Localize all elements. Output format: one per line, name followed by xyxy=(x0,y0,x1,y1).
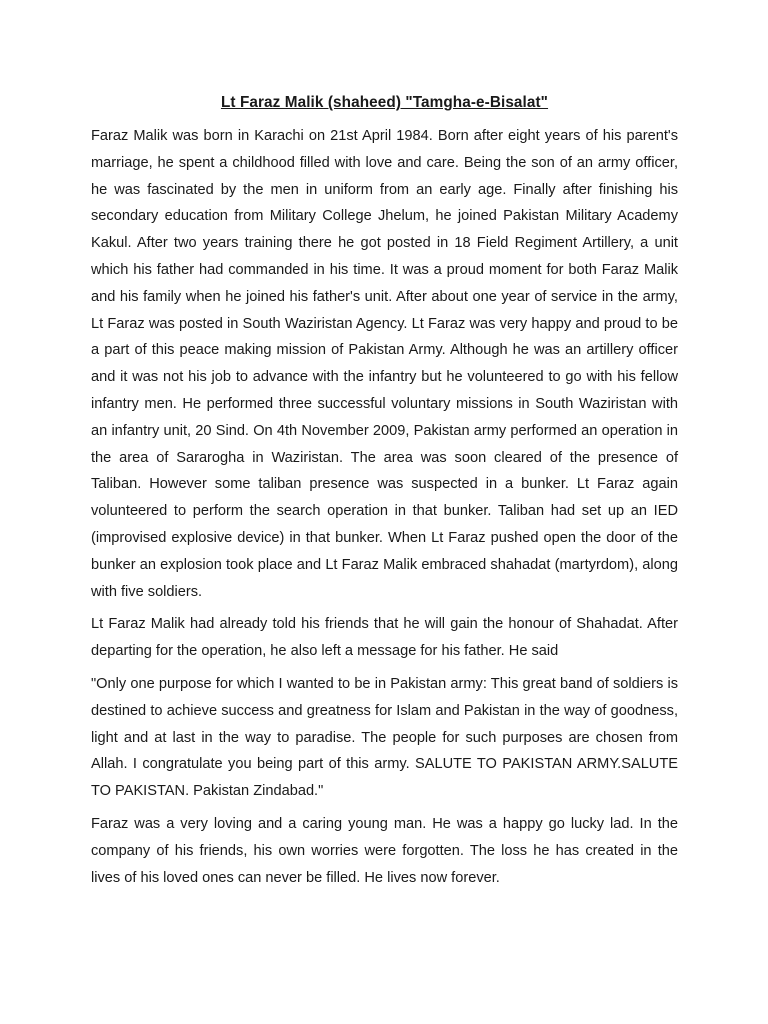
document-title: Lt Faraz Malik (shaheed) "Tamgha-e-Bisalat" xyxy=(220,94,549,111)
paragraph-biography: Faraz Malik was born in Karachi on 21st April 1984. Born after eight years of his parent's marriage, he spent a childhood filled with love and care. Being the son of an army officer, he was fascinated by the men in uniform from an early age. Finally after finishing his secondary education from Military College Jhelum, he joined Pakistan Military Academy Kakul. After two years training there he got posted in 18 Field Regiment Artillery, a unit which his father had commanded in his time. It was a proud moment for both Faraz Malik and his family when he joined his father's unit. After about one year of service in the army, Lt Faraz was posted in South Waziristan Agency. Lt Faraz was very happy and proud to be a part of this peace making mission of Pakistan Army. Although he was an artillery officer and it was not his job to advance with the infantry but he volunteered to go with his fellow infantry men. He performed three successful voluntary missions in South Waziristan with an infantry unit, 20 Sind. On 4th November 2009, Pakistan army performed an operation in the area of Sararogha in Waziristan. The area was soon cleared of the presence of Taliban. However some taliban presence was suspected in a bunker. Lt Faraz again volunteered to perform the search operation in that bunker. Taliban had set up an IED (improvised explosive device) in that bunker. When Lt Faraz pushed open the door of the bunker an explosion took place and Lt Faraz Malik embraced shahadat (martyrdom), along with five soldiers. xyxy=(91,128,678,600)
paragraph-closing: Faraz was a very loving and a caring young man. He was a happy go lucky lad. In the company of his friends, his own worries were forgotten. The loss he has created in the lives of his loved ones can never be filled. He lives now forever. xyxy=(91,815,678,886)
paragraph-message-intro: Lt Faraz Malik had already told his friends that he will gain the honour of Shahadat. After departing for the operation, he also left a message for his father. He said xyxy=(91,616,678,660)
document-page xyxy=(91,92,678,897)
paragraph-quote: "Only one purpose for which I wanted to be in Pakistan army: This great band of soldiers is destined to achieve success and greatness for Islam and Pakistan in the way of goodness, light and at last in the way to paradise. The people for such purposes are chosen from Allah. I congratulate you being part of this army. SALUTE TO PAKISTAN ARMY.SALUTE TO PAKISTAN. Pakistan Zindabad." xyxy=(91,675,678,800)
